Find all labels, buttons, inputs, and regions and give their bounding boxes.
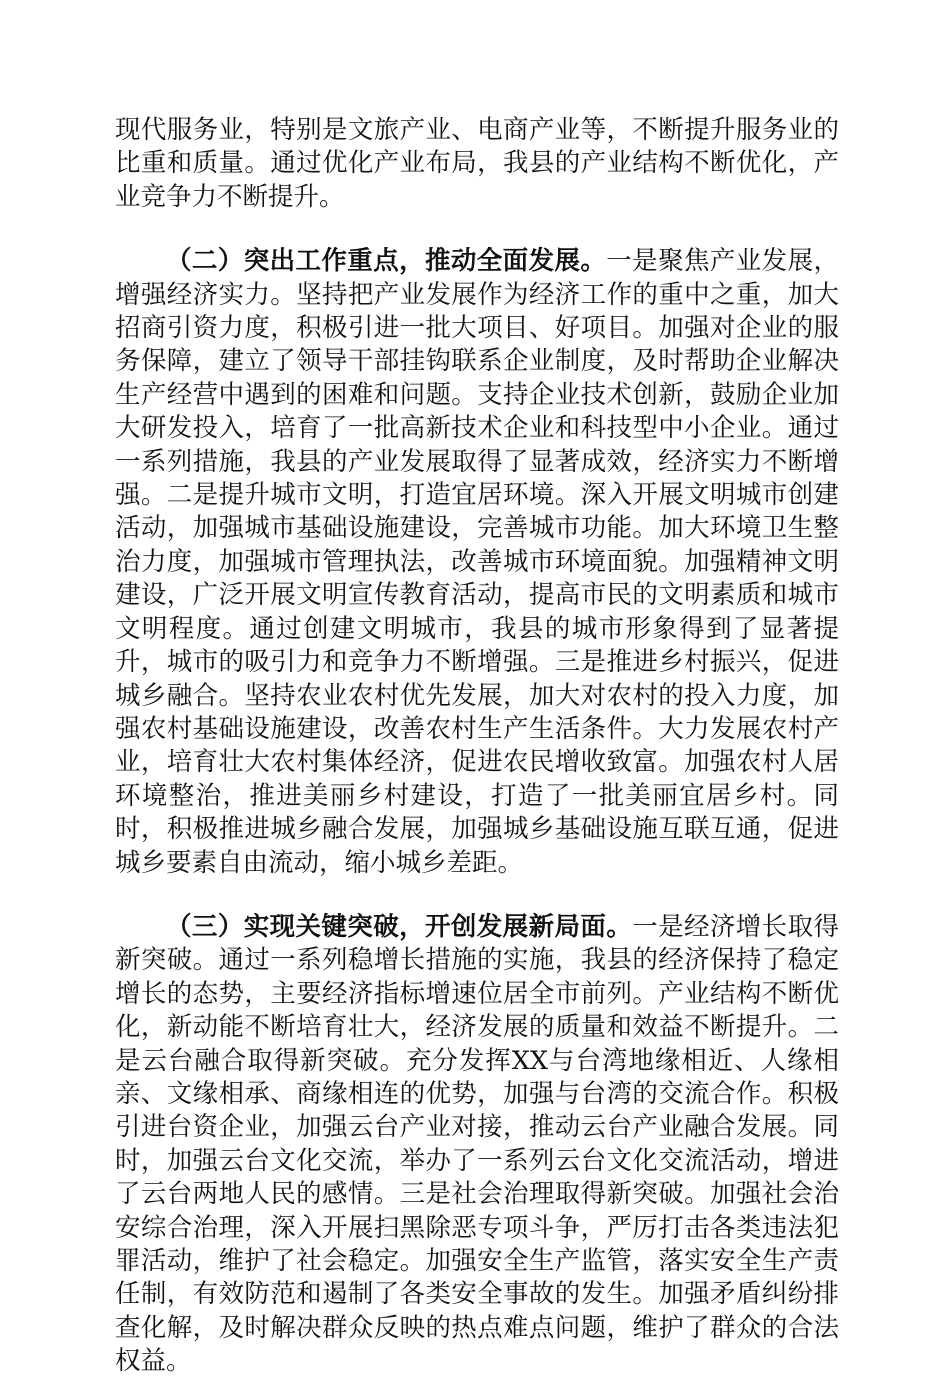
paragraph-text: 一是聚焦产业发展，增强经济实力。坚持把产业发展作为经济工作的重中之重，加大招商引资力度，积极引进一批大项目、好项目。加强对企业的服务保障，建立了领导干部挂钩联系企业制度，及时帮助企业解决生产经营中遇到的困难和问题。支持企业技术创新，鼓励企业加大研发投入，培育了一批高新技术企业和科技型中小企业。通过一系列措施，我县的产业发展取得了显著成效，经济实力不断增强。二是提升城市文明，打造宜居环境。深入开展文明城市创建活动，加强城市基础设施建设，完善城市功能。加大环境卫生整治力度，加强城市管理执法，改善城市环境面貌。加强精神文明建设，广泛开展文明宣传教育活动，提高市民的文明素质和城市文明程度。通过创建文明城市，我县的城市形象得到了显著提升，城市的吸引力和竞争力不断增强。三是推进乡村振兴，促进城乡融合。坚持农业农村优先发展，加大对农村的投入力度，加强农村基础设施建设，改善农村生产生活条件。大力发展农村产业，培育壮大农村集体经济，促进农民增收致富。加强农村人居环境整治，推进美丽乡村建设，打造了一批美丽宜居乡村。同时，积极推进城乡融合发展，加强城乡基础设施互联互通，促进城乡要素自由流动，缩小城乡差距。	[115, 246, 839, 878]
paragraph-continuation	[115, 114, 839, 214]
section-heading: （三）实现关键突破，开创发展新局面。	[166, 911, 633, 942]
paragraph-text: 一是经济增长取得新突破。通过一系列稳增长措施的实施，我县的经济保持了稳定增长的态势，主要经济指标增速位居全市前列。产业结构不断优化，新动能不断培育壮大，经济发展的质量和效益不断提升。二是云台融合取得新突破。充分发挥XX与台湾地缘相近、人缘相亲、文缘相承、商缘相连的优势，加强与台湾的交流合作。积极引进台资企业，加强云台产业对接，推动云台产业融合发展。同时，加强云台文化交流，举办了一系列云台文化交流活动，增进了云台两地人民的感情。三是社会治理取得新突破。加强社会治安综合治理，深入开展扫黑除恶专项斗争，严厉打击各类违法犯罪活动，维护了社会稳定。加强安全生产监管，落实安全生产责任制，有效防范和遏制了各类安全事故的发生。加强矛盾纠纷排查化解，及时解决群众反映的热点难点问题，维护了群众的合法权益。	[115, 911, 839, 1377]
paragraph-section-3	[115, 911, 839, 1379]
paragraph-section-2	[115, 245, 839, 880]
document-body	[115, 114, 839, 1379]
section-heading: （二）突出工作重点，推动全面发展。	[166, 246, 607, 277]
paragraph-text: 现代服务业，特别是文旅产业、电商产业等，不断提升服务业的比重和质量。通过优化产业布局，我县的产业结构不断优化，产业竞争力不断提升。	[115, 115, 839, 212]
